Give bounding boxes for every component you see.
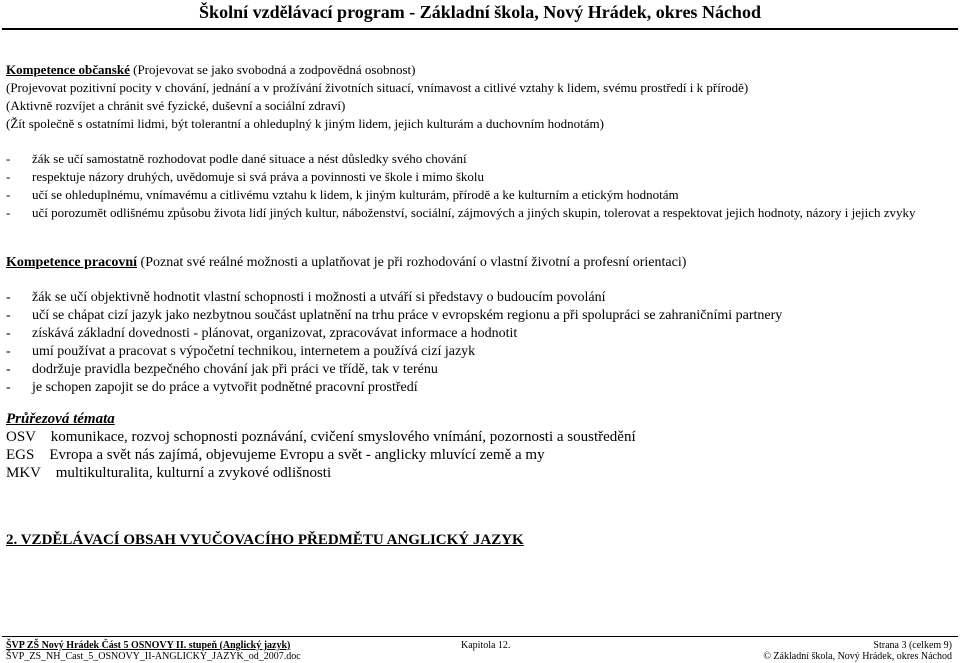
civic-heading (6, 61, 956, 79)
theme-egs: EGS Evropa a svět nás zajímá, objevujeme Evropu a svět - anglicky mluvící země a my (6, 447, 545, 463)
list-item: - získává základní dovednosti - plánovat, organizovat, zpracovávat informace a hodnotit (6, 326, 518, 341)
footer-document-label: ŠVP ZŠ Nový Hrádek Část 5 OSNOVY II. stupeň (Anglický jazyk) (6, 640, 291, 651)
list-item-text: umí používat a pracovat s výpočetní technikou, internetem a používá cizí jazyk (32, 344, 476, 359)
themes-title: Průřezová témata (6, 411, 115, 427)
work-competence-section (6, 254, 956, 272)
civic-title: Kompetence občanské (6, 62, 130, 77)
header-rule (2, 28, 958, 30)
list-item-text: žák se učí samostatně rozhodovat podle dané situace a nést důsledky svého chování (32, 151, 467, 166)
civic-bullet-list (6, 150, 956, 222)
list-item-text: učí se ohleduplnému, vnímavému a citlivému vztahu k lidem, k jiným kulturám, přírodě a ke kulturním a etickým hodnotám (32, 187, 679, 202)
work-bullet-list (6, 289, 956, 397)
list-item: - žák se učí samostatně rozhodovat podle dané situace a nést důsledky svého chování (6, 151, 467, 166)
list-item-text: je schopen zapojit se do práce a vytvořit podnětné pracovní prostředí (32, 380, 418, 395)
list-item-text: získává základní dovednosti - plánovat, organizovat, zpracovávat informace a hodnotit (32, 326, 518, 341)
list-item: - respektuje názory druhých, uvědomuje si svá práva a povinnosti ve škole i mimo školu (6, 169, 485, 184)
theme-osv: OSV komunikace, rozvoj schopnosti poznávání, cvičení smyslového vnímání, pozornosti a soustředění (6, 429, 636, 445)
footer-chapter: Kapitola 12. (461, 640, 511, 651)
list-item: - učí porozumět odlišnému způsobu života lidí jiných kultur, náboženství, sociální, zájmových a jiných skupin, tolerovat a respektovat jejich hodnoty, názory i jejich zvyky (6, 205, 916, 220)
list-item: - dodržuje pravidla bezpečného chování jak při práci ve třídě, tak v terénu (6, 362, 438, 377)
civic-intro-1: (Projevovat pozitivní pocity v chování, jednání a v prožívání životních situací, vnímavost a citlivé vztahy k lidem, svému prostředí i k přírodě) (6, 80, 749, 95)
list-item: - je schopen zapojit se do práce a vytvořit podnětné pracovní prostředí (6, 380, 418, 395)
footer-rule (2, 636, 958, 637)
list-item-text: učí se chápat cizí jazyk jako nezbytnou součást uplatnění na trhu práce v evropském regionu a při spolupráci se zahraničními partnery (32, 308, 783, 323)
list-item: - umí používat a pracovat s výpočetní technikou, internetem a používá cizí jazyk (6, 344, 476, 359)
footer-copyright: © Základní škola, Nový Hrádek, okres Náchod (763, 651, 952, 662)
civic-intro-2: (Aktivně rozvíjet a chránit své fyzické, duševní a sociální zdraví) (6, 98, 346, 113)
footer-page-number: Strana 3 (celkem 9) (873, 640, 952, 651)
themes-section (6, 410, 956, 482)
work-heading (6, 254, 956, 272)
list-item-text: respektuje názory druhých, uvědomuje si svá práva a povinnosti ve škole i mimo školu (32, 169, 485, 184)
list-item-text: dodržuje pravidla bezpečného chování jak při práci ve třídě, tak v terénu (32, 362, 438, 377)
list-item: - učí se ohleduplnému, vnímavému a citlivému vztahu k lidem, k jiným kulturám, přírodě a ke kulturním a etickým hodnotám (6, 187, 679, 202)
theme-mkv: MKV multikulturalita, kulturní a zvykové odlišnosti (6, 465, 332, 481)
list-item: - žák se učí objektivně hodnotit vlastní schopnosti i možnosti a utváří si představy o budoucím povolání (6, 290, 606, 305)
footer-file-name: ŠVP_ZS_NH_Cast_5_OSNOVY_II-ANGLICKY_JAZYK_od_2007.doc (6, 651, 301, 662)
work-title: Kompetence pracovní (6, 255, 138, 270)
chapter-title: 2. VZDĚLÁVACÍ OBSAH VYUČOVACÍHO PŘEDMĚTU ANGLICKÝ JAZYK (6, 532, 524, 548)
civic-intro-3: (Žít společně s ostatními lidmi, být tolerantní a ohleduplný k jiným lidem, jejich kulturám a duchovním hodnotám) (6, 116, 604, 131)
list-item-text: žák se učí objektivně hodnotit vlastní schopnosti i možnosti a utváří si představy o budoucím povolání (32, 290, 606, 305)
list-item-text: učí porozumět odlišnému způsobu života lidí jiných kultur, náboženství, sociální, zájmových a jiných skupin, tolerovat a respektovat jejich hodnoty, názory i jejich zvyky (32, 205, 916, 220)
page-header-title: Školní vzdělávací program - Základní škola, Nový Hrádek, okres Náchod (199, 2, 761, 22)
work-title-note: (Poznat své reálné možnosti a uplatňovat je při rozhodování o vlastní životní a profesní orientaci) (137, 255, 687, 270)
civic-competence-section (6, 61, 956, 133)
civic-title-note: (Projevovat se jako svobodná a zodpovědná osobnost) (129, 62, 416, 77)
list-item: - učí se chápat cizí jazyk jako nezbytnou součást uplatnění na trhu práce v evropském regionu a při spolupráci se zahraničními partnery (6, 308, 783, 323)
